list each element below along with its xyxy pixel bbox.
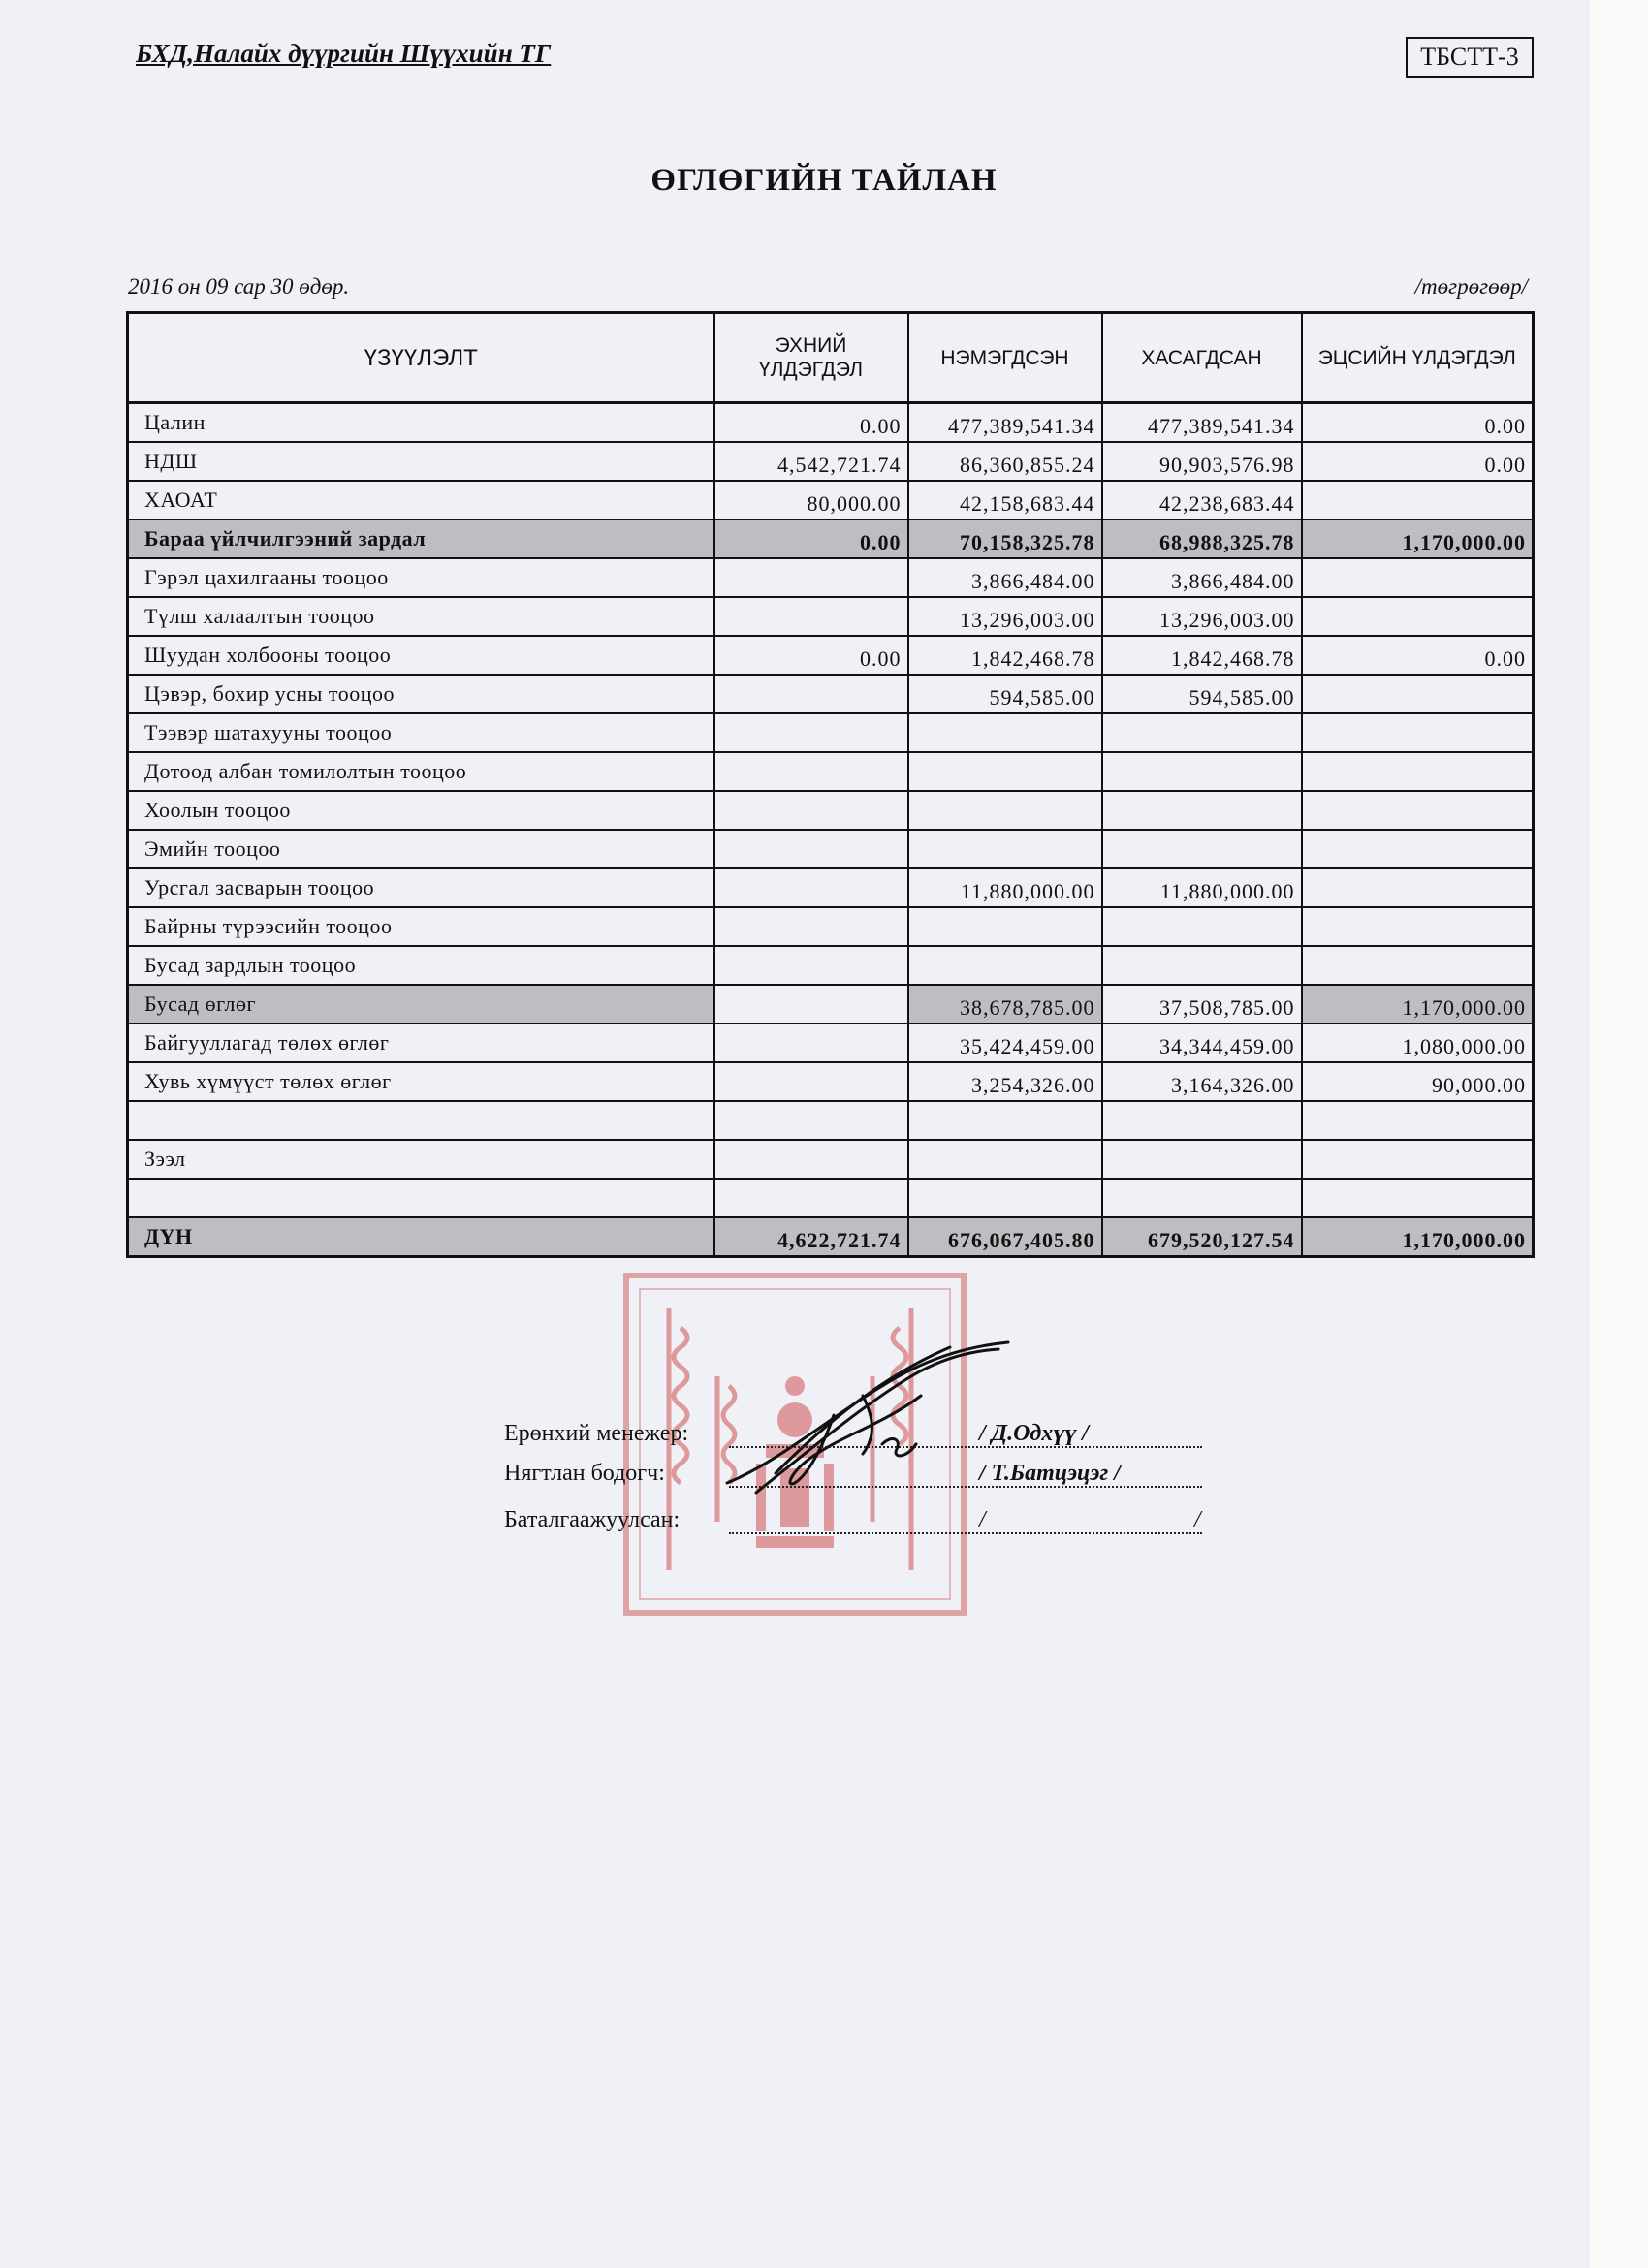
amount-cell xyxy=(1302,481,1534,520)
amount-cell xyxy=(1302,946,1534,985)
currency-unit: /төгрөгөөр/ xyxy=(1414,274,1528,299)
amount-cell: 0.00 xyxy=(1302,403,1534,443)
amount-cell xyxy=(1302,1101,1534,1140)
amount-cell xyxy=(714,985,908,1024)
table-row xyxy=(128,1101,1534,1140)
table-header-row xyxy=(128,313,1534,403)
amount-cell: 594,585.00 xyxy=(908,675,1102,713)
amount-cell: 594,585.00 xyxy=(1102,675,1302,713)
amount-cell xyxy=(1302,597,1534,636)
approved-end: / xyxy=(1194,1507,1201,1532)
amount-cell xyxy=(714,1101,908,1140)
row-label: Байрны түрээсийн тооцоо xyxy=(128,907,714,946)
amount-cell xyxy=(908,946,1102,985)
amount-cell xyxy=(1102,907,1302,946)
amount-cell: 0.00 xyxy=(714,403,908,443)
table-row xyxy=(128,1140,1534,1179)
amount-cell xyxy=(908,713,1102,752)
approved-label: Баталгаажуулсан: xyxy=(504,1507,681,1532)
amount-cell: 13,296,003.00 xyxy=(1102,597,1302,636)
table-row xyxy=(128,830,1534,868)
amount-cell xyxy=(714,752,908,791)
row-label: Гэрэл цахилгааны тооцоо xyxy=(128,558,714,597)
amount-cell xyxy=(1102,1101,1302,1140)
row-label: Дотоод албан томилолтын тооцоо xyxy=(128,752,714,791)
amount-cell xyxy=(714,1179,908,1217)
amount-cell: 1,170,000.00 xyxy=(1302,520,1534,558)
table-row xyxy=(128,442,1534,481)
amount-cell xyxy=(1302,675,1534,713)
amount-cell: 1,170,000.00 xyxy=(1302,1217,1534,1257)
accountant-label: Нягтлан бодогч: xyxy=(504,1461,665,1486)
row-label: Зээл xyxy=(128,1140,714,1179)
amount-cell xyxy=(908,752,1102,791)
row-label: ДҮН xyxy=(128,1217,714,1257)
amount-cell: 11,880,000.00 xyxy=(1102,868,1302,907)
table-row xyxy=(128,868,1534,907)
column-header: ХАСАГДСАН xyxy=(1102,313,1302,403)
amount-cell xyxy=(1102,946,1302,985)
row-label: Цалин xyxy=(128,403,714,443)
amount-cell xyxy=(1102,1140,1302,1179)
table-row xyxy=(128,985,1534,1024)
report-date: 2016 он 09 сар 30 өдөр. xyxy=(128,274,350,299)
amount-cell xyxy=(1302,752,1534,791)
amount-cell xyxy=(908,1101,1102,1140)
row-label: Байгууллагад төлөх өглөг xyxy=(128,1024,714,1062)
amount-cell xyxy=(1102,713,1302,752)
amount-cell: 37,508,785.00 xyxy=(1102,985,1302,1024)
amount-cell: 35,424,459.00 xyxy=(908,1024,1102,1062)
approved-name: / xyxy=(979,1507,986,1532)
table-row xyxy=(128,597,1534,636)
row-label: Түлш халаалтын тооцоо xyxy=(128,597,714,636)
table-row xyxy=(128,520,1534,558)
dotted-line xyxy=(729,1421,1202,1448)
amount-cell xyxy=(908,1179,1102,1217)
amount-cell xyxy=(714,597,908,636)
amount-cell xyxy=(714,713,908,752)
amount-cell xyxy=(1302,907,1534,946)
accountant-name: / Т.Батцэцэг / xyxy=(979,1461,1121,1486)
table-row xyxy=(128,946,1534,985)
column-header: ЭХНИЙ ҮЛДЭГДЭЛ xyxy=(714,313,908,403)
payables-table xyxy=(126,311,1535,1258)
amount-cell: 4,622,721.74 xyxy=(714,1217,908,1257)
row-label: Шуудан холбооны тооцоо xyxy=(128,636,714,675)
amount-cell: 90,000.00 xyxy=(1302,1062,1534,1101)
dotted-line xyxy=(729,1461,1202,1488)
amount-cell xyxy=(1102,791,1302,830)
amount-cell xyxy=(1302,1140,1534,1179)
table-row xyxy=(128,907,1534,946)
amount-cell xyxy=(714,675,908,713)
row-label: Бусад өглөг xyxy=(128,985,714,1024)
amount-cell: 3,164,326.00 xyxy=(1102,1062,1302,1101)
amount-cell xyxy=(1302,558,1534,597)
row-label: НДШ xyxy=(128,442,714,481)
row-label: Урсгал засварын тооцоо xyxy=(128,868,714,907)
amount-cell xyxy=(908,1140,1102,1179)
row-label: ХАОАТ xyxy=(128,481,714,520)
amount-cell xyxy=(1102,752,1302,791)
table-row xyxy=(128,558,1534,597)
amount-cell: 1,080,000.00 xyxy=(1302,1024,1534,1062)
amount-cell xyxy=(714,1024,908,1062)
amount-cell: 1,170,000.00 xyxy=(1302,985,1534,1024)
amount-cell xyxy=(714,558,908,597)
row-label: Эмийн тооцоо xyxy=(128,830,714,868)
amount-cell xyxy=(714,946,908,985)
table-row xyxy=(128,791,1534,830)
amount-cell: 70,158,325.78 xyxy=(908,520,1102,558)
amount-cell xyxy=(714,907,908,946)
amount-cell xyxy=(714,1062,908,1101)
amount-cell: 0.00 xyxy=(714,636,908,675)
dotted-line xyxy=(729,1507,1202,1534)
amount-cell: 3,866,484.00 xyxy=(1102,558,1302,597)
row-label xyxy=(128,1101,714,1140)
amount-cell: 86,360,855.24 xyxy=(908,442,1102,481)
amount-cell xyxy=(1102,1179,1302,1217)
amount-cell: 38,678,785.00 xyxy=(908,985,1102,1024)
manager-label: Ерөнхий менежер: xyxy=(504,1421,689,1446)
table-row xyxy=(128,636,1534,675)
amount-cell: 679,520,127.54 xyxy=(1102,1217,1302,1257)
table-row xyxy=(128,403,1534,443)
amount-cell: 477,389,541.34 xyxy=(1102,403,1302,443)
amount-cell: 34,344,459.00 xyxy=(1102,1024,1302,1062)
amount-cell: 4,542,721.74 xyxy=(714,442,908,481)
column-header: ЭЦСИЙН ҮЛДЭГДЭЛ xyxy=(1302,313,1534,403)
row-label: Бусад зардлын тооцоо xyxy=(128,946,714,985)
row-label: Цэвэр, бохир усны тооцоо xyxy=(128,675,714,713)
form-code: ТБСТТ-3 xyxy=(1406,37,1534,78)
amount-cell xyxy=(714,868,908,907)
amount-cell xyxy=(1302,1179,1534,1217)
table-row xyxy=(128,1179,1534,1217)
amount-cell xyxy=(908,907,1102,946)
amount-cell xyxy=(1102,830,1302,868)
amount-cell: 68,988,325.78 xyxy=(1102,520,1302,558)
amount-cell xyxy=(908,830,1102,868)
amount-cell xyxy=(714,791,908,830)
table-row xyxy=(128,752,1534,791)
amount-cell xyxy=(1302,830,1534,868)
amount-cell: 477,389,541.34 xyxy=(908,403,1102,443)
amount-cell: 676,067,405.80 xyxy=(908,1217,1102,1257)
amount-cell xyxy=(1302,791,1534,830)
amount-cell xyxy=(714,1140,908,1179)
row-label: Бараа үйлчилгээний зардал xyxy=(128,520,714,558)
table-row xyxy=(128,1024,1534,1062)
manager-name: / Д.Одхүү / xyxy=(979,1421,1089,1446)
amount-cell: 90,903,576.98 xyxy=(1102,442,1302,481)
amount-cell: 1,842,468.78 xyxy=(1102,636,1302,675)
row-label: Тээвэр шатахууны тооцоо xyxy=(128,713,714,752)
amount-cell: 13,296,003.00 xyxy=(908,597,1102,636)
row-label xyxy=(128,1179,714,1217)
amount-cell: 42,158,683.44 xyxy=(908,481,1102,520)
amount-cell: 0.00 xyxy=(1302,636,1534,675)
table-row xyxy=(128,675,1534,713)
organization-name: БХД,Налайх дүүргийн Шүүхийн ТГ xyxy=(136,39,552,68)
table-row xyxy=(128,713,1534,752)
table-row xyxy=(128,1062,1534,1101)
amount-cell xyxy=(1302,713,1534,752)
amount-cell: 1,842,468.78 xyxy=(908,636,1102,675)
report-title: ӨГЛӨГИЙН ТАЙЛАН xyxy=(650,163,998,198)
row-label: Хоолын тооцоо xyxy=(128,791,714,830)
row-label: Хувь хүмүүст төлөх өглөг xyxy=(128,1062,714,1101)
amount-cell: 11,880,000.00 xyxy=(908,868,1102,907)
column-header: ҮЗҮҮЛЭЛТ xyxy=(128,313,714,403)
table-row xyxy=(128,1217,1534,1257)
amount-cell: 80,000.00 xyxy=(714,481,908,520)
amount-cell: 0.00 xyxy=(1302,442,1534,481)
amount-cell xyxy=(1302,868,1534,907)
amount-cell xyxy=(714,830,908,868)
amount-cell: 42,238,683.44 xyxy=(1102,481,1302,520)
amount-cell: 3,254,326.00 xyxy=(908,1062,1102,1101)
amount-cell: 0.00 xyxy=(714,520,908,558)
column-header: НЭМЭГДСЭН xyxy=(908,313,1102,403)
table-row xyxy=(128,481,1534,520)
amount-cell: 3,866,484.00 xyxy=(908,558,1102,597)
amount-cell xyxy=(908,791,1102,830)
scan-edge xyxy=(1590,0,1648,2268)
